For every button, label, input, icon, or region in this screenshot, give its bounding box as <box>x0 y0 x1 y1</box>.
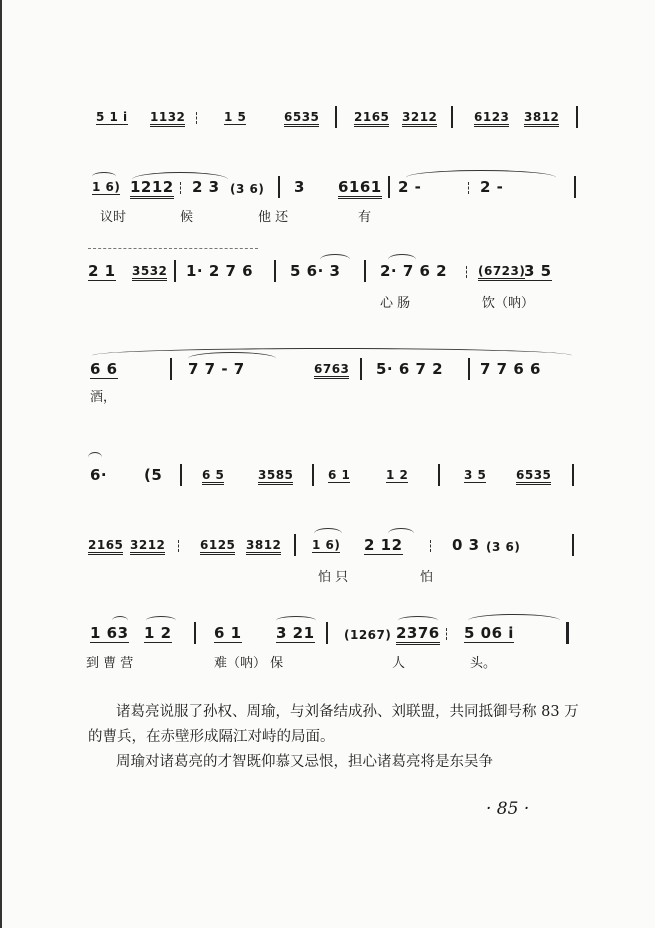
lyric-text: 怕 <box>420 570 434 585</box>
notation-segment: (3 6) <box>486 540 521 554</box>
notation-segment: 6763 <box>314 362 349 379</box>
beat-divider <box>446 628 449 640</box>
lyric-text: 饮（呐） <box>482 296 535 311</box>
notation-segment: 6· <box>90 466 108 484</box>
bar-line <box>326 622 328 644</box>
page-number: · 85 · <box>486 799 530 819</box>
notation-segment: 2 12 <box>364 536 403 554</box>
notation-segment: 3212 <box>130 538 165 555</box>
notation-segment: (1267) <box>344 628 392 642</box>
beat-divider <box>196 112 199 124</box>
notation-segment: 6123 <box>474 110 509 127</box>
bar-line <box>312 464 314 486</box>
lyric-text: 候 <box>180 210 194 225</box>
notation-line-1 <box>88 110 578 130</box>
notation-segment: 6 1 <box>214 624 242 642</box>
notation-segment: 0 3 <box>452 536 480 554</box>
notation-segment: 1 2 <box>386 468 409 482</box>
beat-divider <box>180 182 183 194</box>
notation-segment: 2 3 <box>192 178 220 196</box>
notation-segment: 3812 <box>246 538 281 555</box>
lyric-text: 有 <box>358 210 372 225</box>
notation-segment: 6125 <box>200 538 235 555</box>
notation-segment: 3585 <box>258 468 293 485</box>
lyric-text: 酒， <box>90 390 117 405</box>
notation-segment: (5 <box>144 466 163 484</box>
notation-segment: 6 6 <box>90 360 118 378</box>
notation-segment: 2· 7 6 2 <box>380 262 448 280</box>
prose-paragraph-2: 周瑜对诸葛亮的才智既仰慕又忌恨，担心诸葛亮将是东吴争 <box>116 754 493 770</box>
bar-line <box>468 358 470 380</box>
notation-line-4 <box>88 362 578 382</box>
notation-segment: 5 6· 3 <box>290 262 341 280</box>
notation-line-5 <box>88 468 578 488</box>
lyric-text: 怕 只 <box>318 570 349 585</box>
notation-segment: 5 1 i <box>96 110 128 124</box>
lyric-text: 人 <box>392 656 406 671</box>
notation-segment: 6161 <box>338 178 382 199</box>
notation-segment: 6535 <box>284 110 319 127</box>
notation-segment: 3 21 <box>276 624 315 642</box>
notation-segment: 5· 6 7 2 <box>376 360 444 378</box>
bar-line <box>576 106 578 128</box>
notation-segment: 3 5 <box>524 262 552 280</box>
bar-line <box>170 358 172 380</box>
lyric-text: 到 曹 营 <box>86 656 134 671</box>
notation-line-2 <box>88 180 578 200</box>
notation-segment: (3 6) <box>230 182 265 196</box>
notation-segment: 1 63 <box>90 624 129 642</box>
bar-line <box>364 260 366 282</box>
page-edge <box>0 0 2 928</box>
notation-segment: 2165 <box>354 110 389 127</box>
notation-line-6 <box>88 538 578 558</box>
bar-line <box>180 464 182 486</box>
notation-segment: 1132 <box>150 110 185 127</box>
notation-segment: 5 06 i <box>464 624 514 642</box>
notation-segment: 6535 <box>516 468 551 485</box>
notation-segment: 7 7 - 7 <box>188 360 245 378</box>
notation-segment: 3532 <box>132 264 167 281</box>
bar-line <box>335 106 337 128</box>
lyric-text: 心 肠 <box>380 296 411 311</box>
notation-segment: 3 <box>294 178 305 196</box>
notation-segment: 1 2 <box>144 624 172 642</box>
notation-line-7 <box>88 626 578 646</box>
bar-line <box>174 260 176 282</box>
notation-segment: 2 - <box>480 178 504 196</box>
bar-line <box>572 534 574 556</box>
notation-line-3 <box>88 264 578 284</box>
notation-segment: 1· 2 7 6 <box>186 262 254 280</box>
final-bar-line <box>566 622 569 644</box>
beat-divider <box>468 182 471 194</box>
beat-divider <box>466 266 469 278</box>
bar-line <box>294 534 296 556</box>
bar-line <box>574 176 576 198</box>
prose-paragraph-1: 诸葛亮说服了孙权、周瑜，与刘备结成孙、刘联盟，共同抵御号称 83 万的曹兵，在赤壁形成隔江对峙的局面。 <box>88 704 579 745</box>
dashed-rule <box>88 248 258 249</box>
beat-divider <box>178 540 181 552</box>
notation-segment: 2165 <box>88 538 123 555</box>
bar-line <box>274 260 276 282</box>
notation-segment: 3 5 <box>464 468 487 482</box>
notation-segment: 1 6) <box>92 180 121 194</box>
notation-segment: 7 7 6 6 <box>480 360 541 378</box>
beat-divider <box>430 540 433 552</box>
notation-segment: 1 6) <box>312 538 341 552</box>
slur-mark <box>88 452 102 463</box>
notation-segment: 1 5 <box>224 110 247 124</box>
bar-line <box>572 464 574 486</box>
lyric-text: 议时 <box>100 210 127 225</box>
notation-segment: (6723) <box>478 264 525 281</box>
bar-line <box>438 464 440 486</box>
bar-line <box>194 622 196 644</box>
notation-segment: 6 1 <box>328 468 351 482</box>
notation-segment: 3812 <box>524 110 559 127</box>
lyric-text: 头。 <box>470 656 497 671</box>
notation-segment: 1212 <box>130 178 174 199</box>
lyric-text: 他 还 <box>258 210 289 225</box>
notation-segment: 6 5 <box>202 468 224 485</box>
bar-line <box>360 358 362 380</box>
bar-line <box>451 106 453 128</box>
bar-line <box>278 176 280 198</box>
notation-segment: 2 1 <box>88 262 116 280</box>
notation-segment: 2 - <box>398 178 422 196</box>
notation-segment: 3212 <box>402 110 437 127</box>
lyric-text: 难（呐） 保 <box>214 656 284 671</box>
notation-segment: 2376 <box>396 624 440 645</box>
bar-line <box>388 176 390 198</box>
